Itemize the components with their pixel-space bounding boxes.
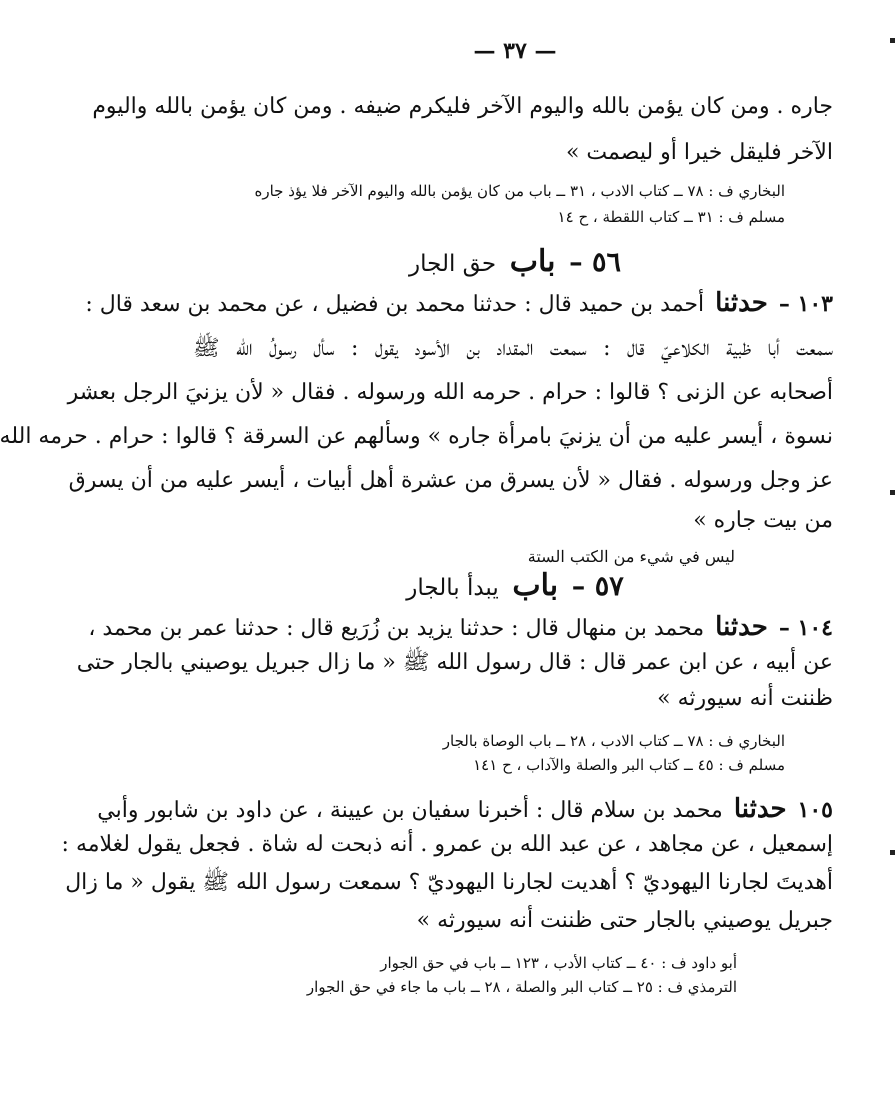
- text-line: عز وجل ورسوله . فقال « لأن يسرق من عشرة أهل أبيات ، أيسر عليه من أن يسرق: [68, 468, 833, 493]
- page-number: — ٣٧ —: [473, 38, 557, 64]
- haddathana-word: حدثنا: [733, 794, 787, 824]
- reference-line: مسلم ف : ٤٥ ــ كتاب البر والصلة والآداب ، ح ١٤١: [473, 756, 785, 774]
- hadith-number: ١٠٥: [797, 797, 833, 823]
- text-line: الآخر فليقل خيرا أو ليصمت »: [565, 140, 833, 165]
- text-line: ظننت أنه سيورثه »: [657, 686, 833, 711]
- chapter-number: ٥٧ –: [571, 571, 624, 602]
- chapter-number: ٥٦ –: [569, 247, 621, 278]
- reference-line: مسلم ف : ٣١ ــ كتاب اللقطة ، ح ١٤: [557, 208, 785, 226]
- hadith-104-line-1: [88, 612, 833, 644]
- hadith-103-line-1: [85, 288, 833, 320]
- chapter-word: باب: [509, 244, 556, 279]
- text-line: نسوة ، أيسر عليه من أن يزنيَ بامرأة جاره » وسألهم عن السرقة ؟ قالوا : حرام . حرمه الله: [0, 424, 833, 449]
- hadith-number: ١٠٤ –: [778, 615, 833, 641]
- source-note: ليس في شيء من الكتب الستة: [527, 547, 735, 566]
- text-line: سمعت أبا ظبية الكلاعيّ قال : سمعت المقداد بن الأسود يقول : سأل رسولُ الله ﷺ: [193, 336, 833, 361]
- text-line: أهديتَ لجارنا اليهوديّ ؟ أهديت لجارنا اليهوديّ ؟ سمعت رسول الله ﷺ يقول « ما زال: [65, 870, 833, 895]
- text-line: إسمعيل ، عن مجاهد ، عن عبد الله بن عمرو . أنه ذبحت له شاة . فجعل يقول لغلامه :: [61, 832, 833, 857]
- hadith-number: ١٠٣ –: [778, 291, 833, 317]
- text-line: جبريل يوصيني بالجار حتى ظننت أنه سيورثه »: [416, 908, 833, 933]
- chapter-title: يبدأ بالجار: [406, 575, 499, 601]
- text-line: أصحابه عن الزنى ؟ قالوا : حرام . حرمه الله ورسوله . فقال « لأن يزنيَ الرجل بعشر: [67, 380, 833, 405]
- haddathana-word: حدثنا: [715, 612, 768, 642]
- scan-mark: [890, 490, 895, 495]
- chapter-heading-57: [135, 568, 895, 606]
- reference-line: البخاري ف : ٧٨ ــ كتاب الادب ، ٣١ ــ باب من كان يؤمن بالله واليوم الآخر فلا يؤذ جاره: [254, 182, 785, 200]
- reference-line: أبو داود ف : ٤٠ ــ كتاب الأدب ، ١٢٣ ــ باب في حق الجوار: [380, 954, 737, 972]
- chapter-heading-56: [135, 244, 895, 282]
- reference-line: الترمذي ف : ٢٥ ــ كتاب البر والصلة ، ٢٨ ــ باب ما جاء في حق الجوار: [306, 978, 737, 996]
- text-line: من بيت جاره »: [693, 508, 833, 533]
- text-segment: محمد بن منهال قال : حدثنا يزيد بن زُرَيع قال : حدثنا عمر بن محمد ،: [88, 616, 705, 641]
- haddathana-word: حدثنا: [715, 288, 768, 318]
- scan-mark: [890, 38, 895, 43]
- chapter-title: حق الجار: [408, 251, 497, 277]
- scan-mark: [890, 850, 895, 855]
- chapter-word: باب: [512, 568, 559, 603]
- reference-line: البخاري ف : ٧٨ ــ كتاب الادب ، ٢٨ ــ باب الوصاة بالجار: [442, 732, 785, 750]
- text-line: عن أبيه ، عن ابن عمر قال : قال رسول الله ﷺ « ما زال جبريل يوصيني بالجار حتى: [76, 650, 833, 675]
- hadith-105-line-1: [97, 794, 833, 826]
- text-segment: أحمد بن حميد قال : حدثنا محمد بن فضيل ، عن محمد بن سعد قال :: [85, 292, 705, 317]
- text-segment: محمد بن سلام قال : أخبرنا سفيان بن عيينة ، عن داود بن شابور وأبي: [97, 798, 723, 823]
- text-line: جاره . ومن كان يؤمن بالله واليوم الآخر فليكرم ضيفه . ومن كان يؤمن بالله واليوم: [92, 94, 833, 119]
